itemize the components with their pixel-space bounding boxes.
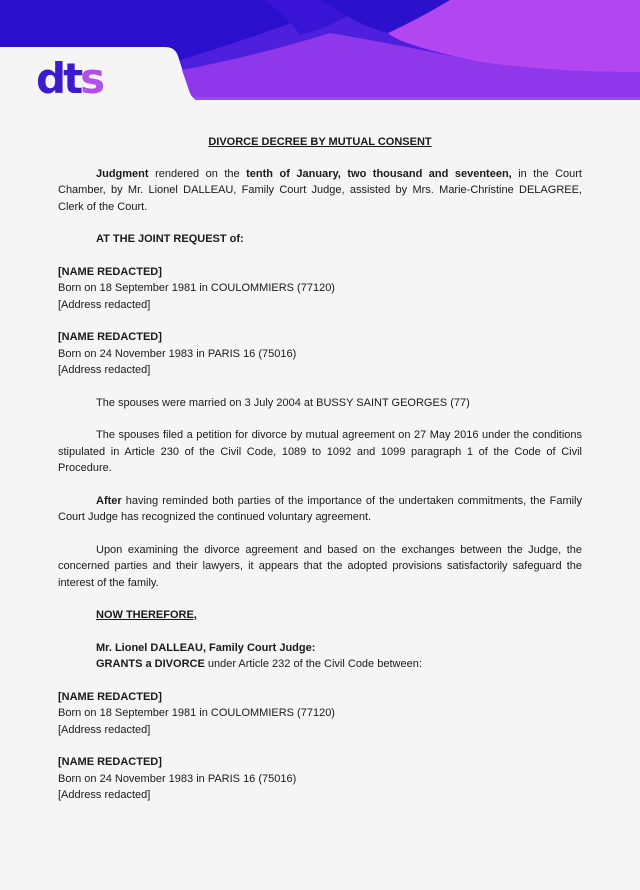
- judge-line: [58, 640, 582, 657]
- party-address: [Address redacted]: [58, 789, 151, 801]
- upon-paragraph: Upon examining the divorce agreement and based on the exchanges between the Judge, the concerned parties and their lawyers, it appears that the adopted provisions satisfactorily safeguard the interest of the family.: [58, 543, 582, 589]
- final-party-1: [58, 689, 582, 739]
- party-born: Born on 18 September 1981 in COULOMMIERS (77120): [58, 707, 335, 719]
- after-lead: After: [96, 494, 122, 507]
- now-therefore-label: NOW THEREFORE,: [96, 609, 197, 621]
- party-1: [58, 264, 582, 314]
- after-text: having reminded both parties of the importance of the undertaken commitments, the Family Court Judge has recognized the continued voluntary agreement.: [58, 494, 582, 523]
- party-name: [NAME REDACTED]: [58, 756, 162, 768]
- grants-lead: GRANTS a DIVORCE: [96, 658, 205, 670]
- judgment-date: tenth of January, two thousand and seventeen,: [246, 167, 512, 180]
- party-address: [Address redacted]: [58, 298, 151, 311]
- dts-logo: dts: [36, 54, 103, 103]
- party-address: [Address redacted]: [58, 723, 151, 736]
- judge-name: Mr. Lionel DALLEAU, Family Court Judge:: [96, 641, 316, 654]
- party-born: Born on 24 November 1983 in PARIS 16 (75016): [58, 347, 297, 360]
- joint-request-label: AT THE JOINT REQUEST of:: [96, 233, 244, 245]
- grants-text: under Article 232 of the Civil Code between:: [204, 658, 422, 670]
- petition-paragraph: The spouses filed a petition for divorce by mutual agreement on 27 May 2016 under the conditions stipulated in Article 230 of the Civil Code, 1089 to 1092 and 1099 paragraph 1 of the Code of Civil Procedure.: [58, 429, 582, 474]
- document-body: [58, 134, 582, 804]
- now-therefore-heading: [58, 607, 582, 624]
- judgment-lead: Judgment: [96, 167, 149, 180]
- document-title: DIVORCE DECREE BY MUTUAL CONSENT: [208, 136, 432, 148]
- grants-paragraph: [58, 656, 582, 673]
- judgment-text-2: in the Court Chamber, by Mr. Lionel DALLEAU, Family Court Judge, assisted by Mrs. Marie-Christine DELAGREE, Clerk of the Court.: [58, 167, 582, 213]
- joint-request-heading: [58, 231, 582, 248]
- judgment-text-1: rendered on the: [148, 167, 247, 180]
- party-address: [Address redacted]: [58, 364, 151, 376]
- party-2: [58, 329, 582, 379]
- party-name: [NAME REDACTED]: [58, 265, 162, 278]
- final-party-2: [58, 754, 582, 804]
- party-born: Born on 24 November 1983 in PARIS 16 (75016): [58, 772, 297, 785]
- party-born: Born on 18 September 1981 in COULOMMIERS (77120): [58, 282, 335, 294]
- party-name: [NAME REDACTED]: [58, 331, 162, 343]
- after-paragraph: [58, 493, 582, 526]
- judgment-paragraph: [58, 166, 582, 216]
- party-name: [NAME REDACTED]: [58, 690, 162, 703]
- married-paragraph: The spouses were married on 3 July 2004 at BUSSY SAINT GEORGES (77): [96, 396, 470, 409]
